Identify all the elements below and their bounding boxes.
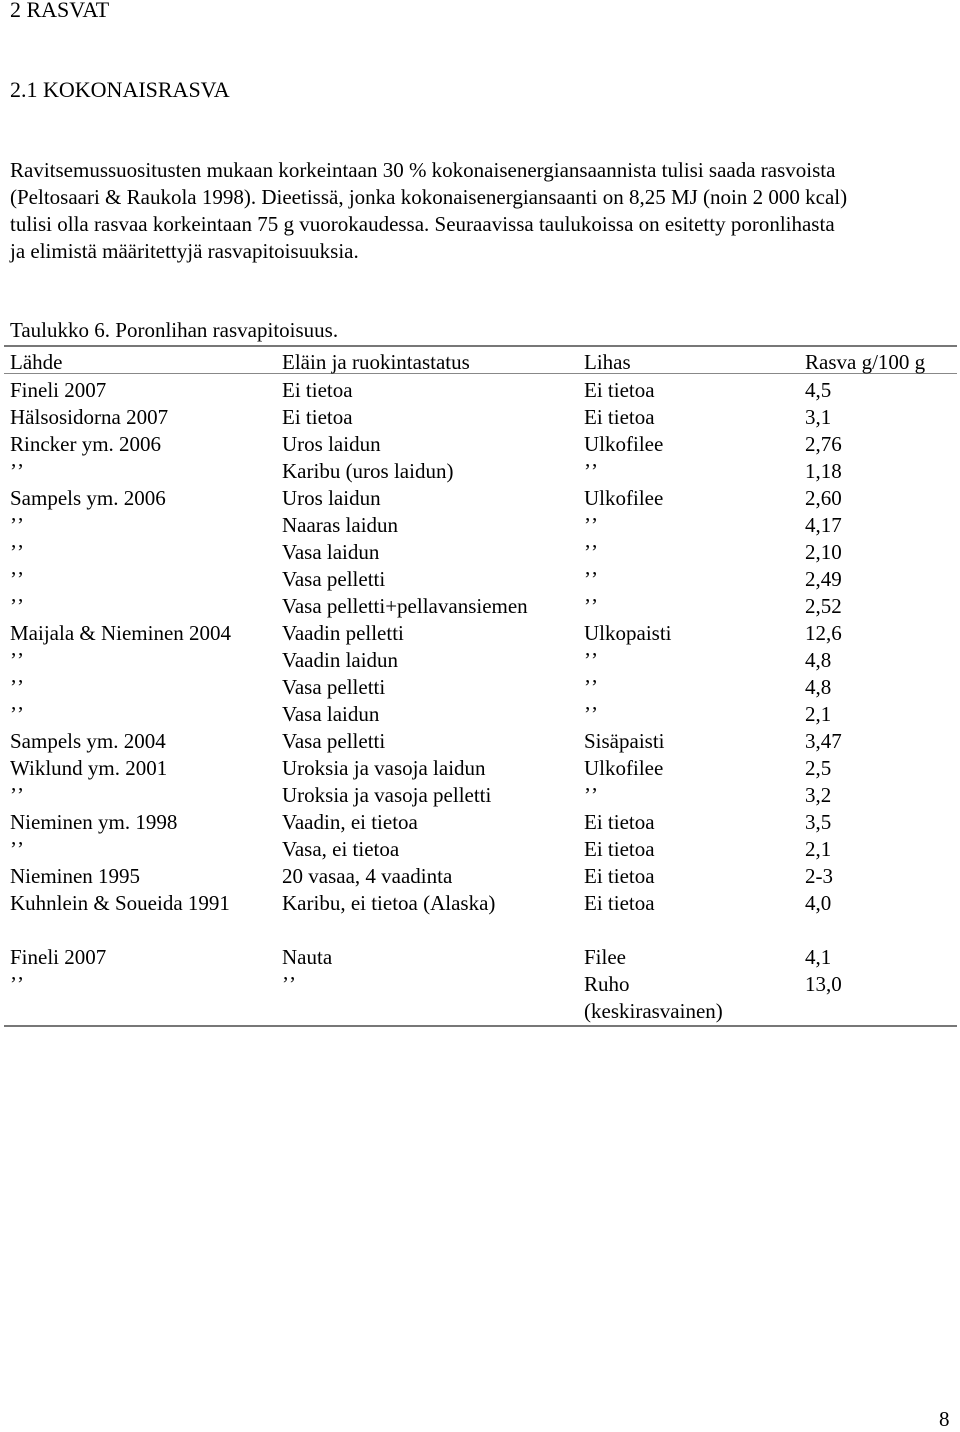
cell-animal-feeding: Ei tietoa: [282, 378, 353, 402]
cell-source: Wiklund ym. 2001: [10, 756, 168, 780]
header-source: Lähde: [10, 350, 63, 374]
cell-muscle: ʼʼ: [584, 513, 598, 537]
cell-muscle: ʼʼ: [584, 648, 598, 672]
header-animal-feeding: Eläin ja ruokintastatus: [282, 350, 470, 374]
cell-fat: 4,5: [805, 378, 832, 402]
cell-source: ʼʼ: [10, 702, 24, 726]
cell-muscle: ʼʼ: [584, 675, 598, 699]
cell-muscle: Ei tietoa: [584, 810, 655, 834]
cell-animal-feeding: Vasa pelletti: [282, 567, 386, 591]
cell-muscle: Ei tietoa: [584, 837, 655, 861]
cell-animal-feeding: Uroksia ja vasoja laidun: [282, 756, 486, 780]
cell-muscle: Ulkofilee: [584, 486, 664, 510]
table-top-rule: [4, 345, 957, 347]
cell-animal-feeding: Vasa laidun: [282, 540, 380, 564]
cell-source: ʼʼ: [10, 648, 24, 672]
cell-fat: 2,5: [805, 756, 832, 780]
table-caption: Taulukko 6. Poronlihan rasvapitoisuus.: [10, 318, 339, 342]
cell-fat: 4,0: [805, 891, 832, 915]
cell-muscle: Ulkofilee: [584, 756, 664, 780]
cell-source: ʼʼ: [10, 513, 24, 537]
cell-muscle: ʼʼ: [584, 783, 598, 807]
cell-source: ʼʼ: [10, 675, 24, 699]
cell-muscle: Ei tietoa: [584, 864, 655, 888]
cell-fat: 2-3: [805, 864, 833, 888]
header-muscle: Lihas: [584, 350, 631, 374]
cell-fat: 3,5: [805, 810, 832, 834]
cell-source: ʼʼ: [10, 783, 24, 807]
cell-fat: 2,60: [805, 486, 842, 510]
cell-source: ʼʼ: [10, 567, 24, 591]
cell-fat: 1,18: [805, 459, 842, 483]
cell-fat: 3,1: [805, 405, 832, 429]
cell-animal-feeding: Uros laidun: [282, 486, 381, 510]
cell-source: ʼʼ: [10, 972, 24, 996]
page-number: 8: [939, 1407, 950, 1431]
cell-fat: 2,10: [805, 540, 842, 564]
cell-fat: 12,6: [805, 621, 842, 645]
cell-fat: 4,8: [805, 648, 832, 672]
paragraph-line: tulisi olla rasvaa korkeintaan 75 g vuorokaudessa. Seuraavissa taulukoissa on esitetty poronlihasta: [10, 212, 835, 236]
cell-source: Fineli 2007: [10, 945, 107, 969]
paragraph-line: Ravitsemussuositusten mukaan korkeintaan 30 % kokonaisenergiansaannista tulisi saada rasvoista: [10, 158, 836, 182]
cell-animal-feeding: Vaadin pelletti: [282, 621, 404, 645]
cell-animal-feeding: 20 vasaa, 4 vaadinta: [282, 864, 453, 888]
cell-muscle: ʼʼ: [584, 567, 598, 591]
cell-source: Nieminen 1995: [10, 864, 141, 888]
cell-source: Nieminen ym. 1998: [10, 810, 178, 834]
paragraph-line: (Peltosaari & Raukola 1998). Dieetissä, jonka kokonaisenergiansaanti on 8,25 MJ (noin 2 000 kcal): [10, 185, 848, 209]
cell-fat: 2,1: [805, 702, 832, 726]
cell-animal-feeding: Nauta: [282, 945, 333, 969]
cell-animal-feeding: Karibu, ei tietoa (Alaska): [282, 891, 496, 915]
cell-fat: 3,47: [805, 729, 842, 753]
cell-muscle: ʼʼ: [584, 702, 598, 726]
cell-fat: 2,49: [805, 567, 842, 591]
cell-muscle: Filee: [584, 945, 626, 969]
cell-source: ʼʼ: [10, 837, 24, 861]
cell-fat: 3,2: [805, 783, 832, 807]
subsection-heading: 2.1 KOKONAISRASVA: [10, 77, 230, 102]
cell-fat: 4,8: [805, 675, 832, 699]
cell-animal-feeding: Uros laidun: [282, 432, 381, 456]
cell-animal-feeding: Ei tietoa: [282, 405, 353, 429]
cell-source: Hälsosidorna 2007: [10, 405, 169, 429]
cell-animal-feeding: Naaras laidun: [282, 513, 399, 537]
cell-fat: 2,76: [805, 432, 842, 456]
cell-animal-feeding: Vasa pelletti+pellavansiemen: [282, 594, 528, 618]
cell-source: ʼʼ: [10, 540, 24, 564]
cell-muscle: Ei tietoa: [584, 405, 655, 429]
cell-muscle: (keskirasvainen): [584, 999, 723, 1023]
cell-fat: 2,1: [805, 837, 832, 861]
cell-animal-feeding: Vaadin, ei tietoa: [282, 810, 418, 834]
cell-fat: 13,0: [805, 972, 842, 996]
cell-animal-feeding: Vasa laidun: [282, 702, 380, 726]
cell-animal-feeding: Vasa pelletti: [282, 729, 386, 753]
cell-muscle: Sisäpaisti: [584, 729, 665, 753]
cell-animal-feeding: Vaadin laidun: [282, 648, 399, 672]
cell-muscle: Ruho: [584, 972, 630, 996]
header-fat: Rasva g/100 g: [805, 350, 926, 374]
cell-fat: 4,17: [805, 513, 842, 537]
table-bottom-rule: [4, 1025, 957, 1027]
cell-animal-feeding: Karibu (uros laidun): [282, 459, 454, 483]
cell-muscle: ʼʼ: [584, 459, 598, 483]
cell-fat: 2,52: [805, 594, 842, 618]
cell-animal-feeding: Vasa, ei tietoa: [282, 837, 400, 861]
cell-muscle: Ei tietoa: [584, 891, 655, 915]
paragraph-line: ja elimistä määritettyjä rasvapitoisuuksia.: [10, 239, 359, 263]
cell-muscle: Ulkopaisti: [584, 621, 672, 645]
cell-muscle: ʼʼ: [584, 540, 598, 564]
cell-source: Sampels ym. 2006: [10, 486, 166, 510]
cell-animal-feeding: Vasa pelletti: [282, 675, 386, 699]
cell-source: Fineli 2007: [10, 378, 107, 402]
cell-muscle: Ei tietoa: [584, 378, 655, 402]
cell-animal-feeding: Uroksia ja vasoja pelletti: [282, 783, 492, 807]
cell-source: ʼʼ: [10, 459, 24, 483]
cell-muscle: ʼʼ: [584, 594, 598, 618]
section-heading: 2 RASVAT: [10, 0, 110, 22]
cell-source: Rincker ym. 2006: [10, 432, 162, 456]
cell-animal-feeding: ʼʼ: [282, 972, 296, 996]
cell-source: Maijala & Nieminen 2004: [10, 621, 232, 645]
cell-source: Sampels ym. 2004: [10, 729, 166, 753]
cell-source: ʼʼ: [10, 594, 24, 618]
body-paragraph: [10, 157, 955, 265]
cell-muscle: Ulkofilee: [584, 432, 664, 456]
cell-fat: 4,1: [805, 945, 832, 969]
cell-source: Kuhnlein & Soueida 1991: [10, 891, 230, 915]
